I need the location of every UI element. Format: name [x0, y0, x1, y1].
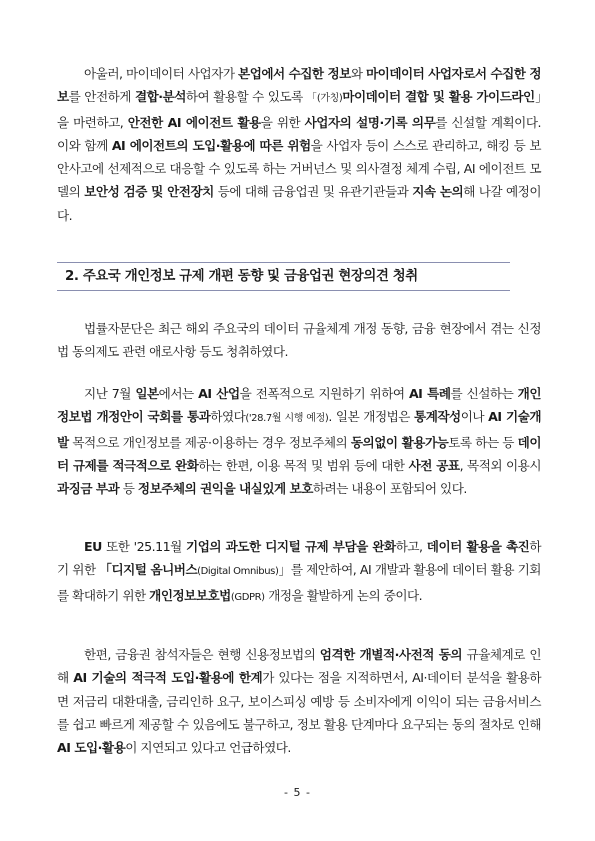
text-run: (GDPR): [230, 591, 265, 603]
text-run: 하는 한편, 이용 목적 및 범위 등에 대한: [198, 457, 409, 473]
emphasis-run: 결합·분석: [134, 89, 186, 105]
text-run: 」를 제안하여, AI 개발과 활용에 데이터 활용 기회를 확대하기 위한: [57, 562, 541, 603]
text-run: , 목적외 이용시: [459, 457, 542, 473]
text-run: 을 위한: [260, 114, 305, 130]
text-run: 법률자문단은 최근 해외 주요국의 데이터 규율체계 개정 동향, 금융 현장에서 겪는 신정법 동의제도 관련 애로사항 등도 청취하였다.: [57, 321, 541, 360]
text-run: 「(가칭): [306, 93, 343, 105]
emphasis-run: 개인정보법 개정안이 국회를 통과: [57, 386, 541, 425]
emphasis-run: 과징금 부과: [57, 481, 120, 497]
text-run: 규율체계로 인해: [57, 647, 542, 686]
text-run: 한편, 금융권 참석자들은 현행 신용정보법의: [84, 647, 320, 662]
text-run: 등에 대해 금융업권 및 유관기관들과: [213, 184, 413, 200]
text-run: 를 신설할 계획이다. 이와 함께: [57, 114, 541, 153]
emphasis-run: AI 기술의 적극적 도입·활용에 한계: [73, 670, 263, 686]
emphasis-run: 지속 논의: [412, 184, 464, 200]
text-run: 을 사업자 등이 스스로 관리하고, 해킹 등 보안사고에 선제적으로 대응할 수 있도록 하는 거버넌스 및 의사결정 체계 수립, AI 에이전트 모델의: [57, 137, 541, 200]
text-run: 이나: [460, 409, 489, 425]
emphasis-run: AI 특례: [408, 386, 451, 401]
paragraph-japan-revision: [57, 382, 541, 500]
text-run: 가 있다는 점을 지적하면서, AI·데이터 분석을 활용하면 저금리 대환대출, 금리인하 요구, 보이스피싱 예방 등 소비자에게 이익이 되는 금융서비스를 쉽고 빠르게 제공할 수 있음에도 불구하고, 정보 활용 단계마다 요구되는 동의 절차로 인해: [57, 670, 541, 732]
text-run: 해 나갈 예정이다.: [57, 184, 541, 223]
emphasis-run: 사전 공표: [408, 457, 460, 473]
text-run: 에서는: [158, 386, 199, 401]
emphasis-run: 동의없이 활용가능: [350, 434, 449, 450]
text-run: 하기 위한: [57, 539, 541, 578]
emphasis-run: 개인정보보호법: [149, 587, 231, 603]
page-number: - 5 -: [284, 786, 311, 799]
text-run: . 일본 개정법은: [328, 409, 415, 425]
paragraph-advisory-hearing: [57, 317, 541, 364]
emphasis-run: 정보주체의 권익을 내실있게 보호: [137, 481, 313, 497]
paragraph-mydata-plan: [57, 62, 541, 227]
text-run: 토록 하는 등: [448, 434, 518, 450]
text-run: 또한 '25.11월: [101, 539, 187, 554]
emphasis-run: 엄격한 개별적·사전적 동의: [319, 647, 463, 662]
text-run: 아울러, 마이데이터 사업자가: [84, 66, 239, 81]
emphasis-run: 본업에서 수집한 정보: [238, 66, 351, 81]
text-run: 목적으로 개인정보를 제공·이용하는 경우 정보주체의: [68, 434, 351, 450]
emphasis-run: 일본: [135, 386, 159, 401]
emphasis-run: 보안성 검증 및 안전장치: [84, 184, 214, 200]
emphasis-run: 「디지털 옴니버스: [99, 562, 198, 578]
text-run: 하였다: [210, 409, 246, 425]
emphasis-run: 안전한 AI 에이전트 활용: [127, 114, 261, 130]
text-run: 개정을 활발하게 논의 중이다.: [264, 587, 423, 603]
emphasis-run: EU: [84, 539, 102, 554]
paragraph-industry-opinion: [57, 643, 541, 759]
text-run: 을 전폭적으로 지원하기 위하여: [239, 386, 409, 401]
text-run: 이 지연되고 있다고 언급하였다.: [125, 740, 291, 756]
text-run: 를 안전하게: [68, 89, 135, 105]
text-run: 하여 활용할 수 있도록: [185, 89, 307, 105]
text-run: 하고,: [395, 539, 427, 554]
emphasis-run: 데이터 규제를 적극적으로 완화: [57, 434, 541, 473]
emphasis-run: AI 에이전트의 도입·활용에 따른 위험: [111, 137, 311, 153]
text-run: 를 신설하는: [450, 386, 518, 401]
emphasis-run: 기업의 과도한 디지털 규제 부담을 완화: [186, 539, 396, 554]
emphasis-run: 데이터 활용을 촉진: [426, 539, 530, 554]
text-run: (Digital Omnibus): [197, 566, 279, 578]
emphasis-run: AI 기술개발: [57, 409, 541, 450]
emphasis-run: 사업자의 설명·기록 의무: [304, 114, 436, 130]
text-run: 」을 마련하고,: [57, 89, 541, 130]
emphasis-run: 마이데이터 사업자로서 수집한 정보: [57, 66, 541, 105]
text-run: 지난 7월: [84, 386, 136, 401]
section-title: 2. 주요국 개인정보 규제 개편 동향 및 금융업권 현장의견 청취: [65, 269, 418, 284]
section-heading-box: [57, 262, 510, 291]
text-run: 등: [119, 481, 138, 497]
emphasis-run: 마이데이터 결합 및 활용 가이드라인: [342, 89, 535, 105]
text-run: 하려는 내용이 포함되어 있다.: [312, 481, 467, 497]
emphasis-run: AI 산업: [198, 386, 240, 401]
text-run: 와: [350, 66, 366, 81]
emphasis-run: 통계작성: [414, 409, 461, 425]
emphasis-run: AI 도입·활용: [57, 740, 126, 756]
text-run: ('28.7월 시행 예정): [245, 413, 329, 425]
paragraph-eu-omnibus: [57, 535, 541, 609]
